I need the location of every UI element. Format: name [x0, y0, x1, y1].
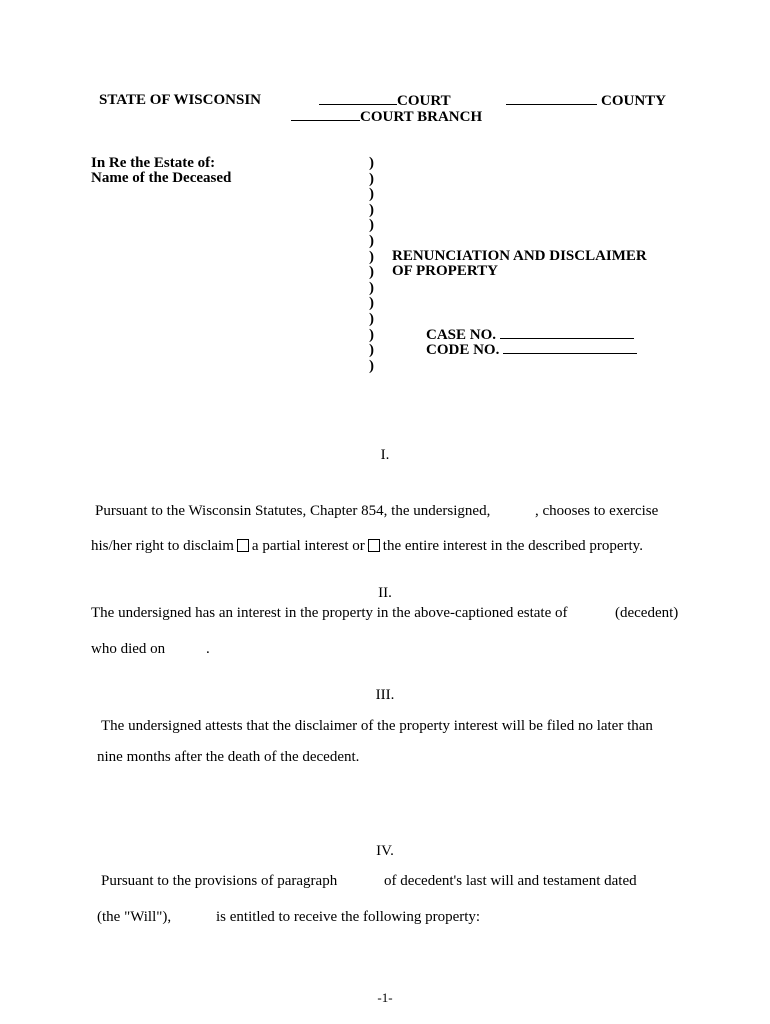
section-4-line2-start: (the "Will"), [97, 909, 172, 925]
caption-paren: ) [369, 232, 374, 249]
caption-paren: ) [369, 326, 374, 343]
section-1-line2 [91, 538, 643, 555]
code-no-blank[interactable] [503, 341, 637, 354]
section-2-line2-end: . [206, 641, 210, 657]
county-field [506, 92, 666, 110]
caption-parenthesis-column [369, 156, 374, 374]
caption-paren: ) [369, 279, 374, 296]
entire-interest-checkbox[interactable] [368, 539, 380, 552]
caption-paren: ) [369, 310, 374, 327]
section-4-number: IV. [376, 843, 394, 859]
section-2-line1-start: The undersigned has an interest in the property in the above-captioned estate of [91, 605, 568, 621]
caption-paren: ) [369, 248, 374, 265]
section-1-number: I. [380, 447, 390, 463]
section-1-disclaim-text: his/her right to disclaim [91, 538, 234, 554]
court-name-blank[interactable] [319, 92, 397, 105]
county-label: COUNTY [601, 93, 667, 109]
code-no-field [426, 341, 637, 359]
caption-paren: ) [369, 170, 374, 187]
section-3-number: III. [375, 687, 395, 703]
partial-interest-label: a partial interest or [251, 538, 365, 554]
court-label: COURT [397, 93, 451, 109]
document-title-line2: OF PROPERTY [392, 263, 498, 279]
court-branch-blank[interactable] [291, 108, 360, 121]
caption-paren: ) [369, 264, 374, 281]
section-2-line2-start: who died on [91, 641, 166, 657]
caption-paren: ) [369, 155, 374, 171]
section-4-line1-end: of decedent's last will and testament dated [384, 873, 637, 889]
deceased-name-label: Name of the Deceased [91, 170, 232, 186]
section-1-line1-end: , chooses to exercise [535, 503, 659, 519]
caption-paren: ) [369, 201, 374, 218]
case-no-label: CASE NO. [426, 327, 497, 343]
section-1-line1-start: Pursuant to the Wisconsin Statutes, Chapter 854, the undersigned, [95, 503, 491, 519]
case-no-blank[interactable] [500, 326, 634, 339]
section-4-line2-end: is entitled to receive the following property: [216, 909, 481, 925]
section-4-line1-start: Pursuant to the provisions of paragraph [101, 873, 338, 889]
entire-interest-label: the entire interest in the described property. [382, 538, 643, 554]
section-3-line2: nine months after the death of the decedent. [97, 749, 360, 765]
state-label: STATE OF WISCONSIN [99, 92, 261, 108]
caption-paren: ) [369, 217, 374, 234]
document-title-line1: RENUNCIATION AND DISCLAIMER [392, 248, 647, 264]
county-name-blank[interactable] [506, 92, 597, 105]
section-2-number: II. [378, 585, 392, 601]
court-branch-field [291, 108, 482, 126]
page-number: -1- [377, 990, 393, 1005]
section-2-line1-end: (decedent) [615, 605, 679, 621]
caption-paren: ) [369, 295, 374, 312]
caption-paren: ) [369, 342, 374, 359]
court-branch-label: COURT BRANCH [360, 109, 483, 125]
caption-paren: ) [369, 357, 374, 374]
section-3-line1: The undersigned attests that the disclaimer of the property interest will be filed no later than [101, 718, 653, 734]
code-no-label: CODE NO. [426, 342, 500, 358]
partial-interest-checkbox[interactable] [237, 539, 249, 552]
estate-of-label: In Re the Estate of: [91, 155, 216, 171]
caption-paren: ) [369, 186, 374, 203]
